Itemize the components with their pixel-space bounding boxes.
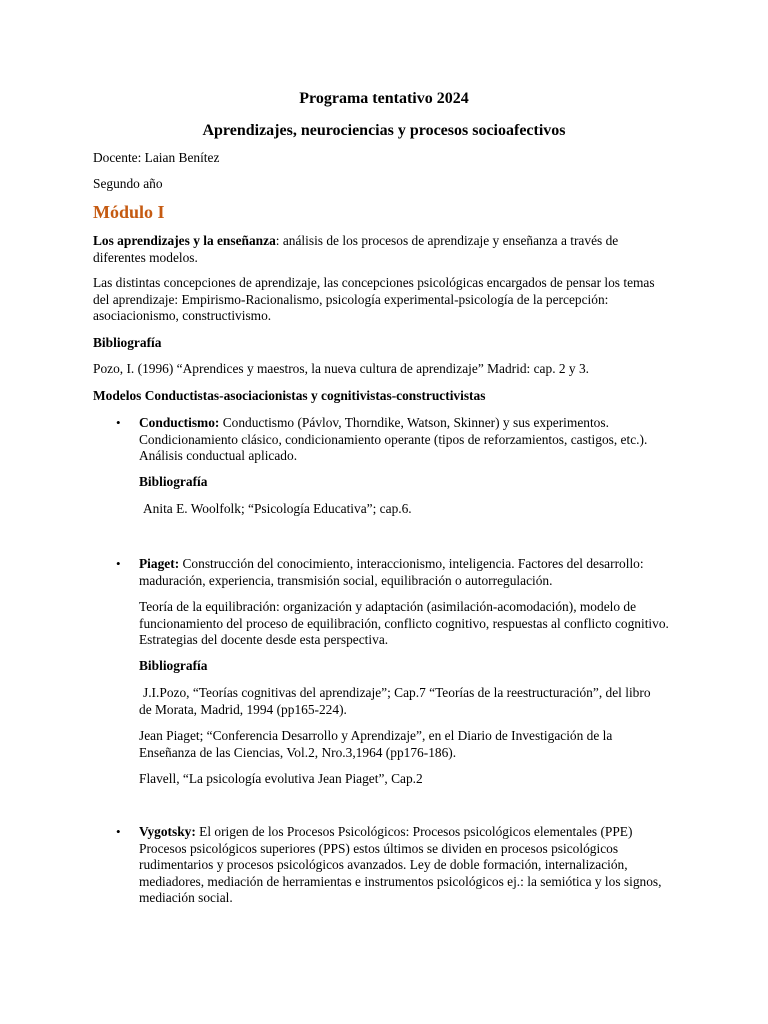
intro-text: : análisis de los procesos de aprendizaje y enseñanza a través de diferentes modelos.: [93, 233, 619, 265]
concepts-paragraph: Las distintas concepciones de aprendizaje, las concepciones psicológicas encargados de pensar los temas del aprendizaje: Empirismo-Racionalismo, psicología experimental-psicología de la percepción: asociacionismo, constructivismo.: [93, 275, 655, 324]
bullet-icon: •: [116, 556, 121, 571]
bullet-icon: •: [116, 824, 121, 839]
year-line: Segundo año: [93, 176, 163, 191]
piaget-name: Piaget:: [139, 556, 180, 571]
document-title: Programa tentativo 2024: [299, 90, 469, 107]
intro-paragraph: [93, 233, 668, 266]
piaget-text: Construcción del conocimiento, interaccionismo, inteligencia. Factores del desarrollo: maduración, experiencia, transmisión social, equilibración o autorregulación.: [139, 556, 644, 588]
piaget-bibliography-pozo: J.I.Pozo, “Teorías cognitivas del aprendizaje”; Cap.7 “Teorías de la reestructuración”, del libro de Morata, Madrid, 1994 (pp165-224).: [139, 685, 651, 717]
module-heading: Módulo I: [93, 202, 165, 222]
conductismo-bibliography-label: Bibliografía: [139, 474, 208, 489]
vygotsky-paragraph: [139, 824, 674, 907]
conductismo-paragraph: [139, 415, 659, 465]
conductismo-bibliography: Anita E. Woolfolk; “Psicología Educativa”; cap.6.: [143, 501, 412, 516]
vygotsky-text: El origen de los Procesos Psicológicos: Procesos psicológicos elementales (PPE) Procesos psicológicos superiores (PPS) estos últimos se dividen en procesos psicológicos rudimentarios y procesos psicológicos avanzados. Ley de doble formación, internalización, mediadores, mediación de herramientas e instrumentos psicológicos ej.: la semiótica y los signos, mediación social.: [139, 824, 662, 906]
conductismo-text: Conductismo (Pávlov, Thorndike, Watson, Skinner) y sus experimentos. Condicionamiento clásico, condicionamiento operante (tipos de reforzamientos, castigos, etc.). Análisis conductual aplicado.: [139, 415, 648, 464]
bullet-icon: •: [116, 415, 121, 430]
intro-bold: Los aprendizajes y la enseñanza: [93, 233, 276, 248]
piaget-bibliography-conferencia: Jean Piaget; “Conferencia Desarrollo y Aprendizaje”, en el Diario de Investigación de la Enseñanza de las Ciencias, Vol.2, Nro.3,1964 (pp176-186).: [139, 728, 613, 760]
piaget-bibliography-label: Bibliografía: [139, 658, 208, 673]
vygotsky-name: Vygotsky:: [139, 824, 196, 839]
document-subtitle: Aprendizajes, neurociencias y procesos socioafectivos: [202, 122, 566, 139]
piaget-bibliography-flavell: Flavell, “La psicología evolutiva Jean Piaget”, Cap.2: [139, 771, 423, 786]
docente-line: Docente: Laian Benítez: [93, 150, 220, 165]
piaget-paragraph: [139, 556, 659, 589]
bibliography-pozo: Pozo, I. (1996) “Aprendices y maestros, la nueva cultura de aprendizaje” Madrid: cap. 2 y 3.: [93, 361, 590, 376]
models-heading: Modelos Conductistas-asociacionistas y cognitivistas-constructivistas: [93, 388, 486, 403]
piaget-theory: Teoría de la equilibración: organización y adaptación (asimilación-acomodación), modelo de funcionamiento del proceso de equilibración, conflicto cognitivo, respuestas al conflicto cognitivo. Estrategias del docente desde esta perspectiva.: [139, 599, 669, 648]
bibliography-label: Bibliografía: [93, 335, 162, 350]
conductismo-name: Conductismo:: [139, 415, 220, 430]
